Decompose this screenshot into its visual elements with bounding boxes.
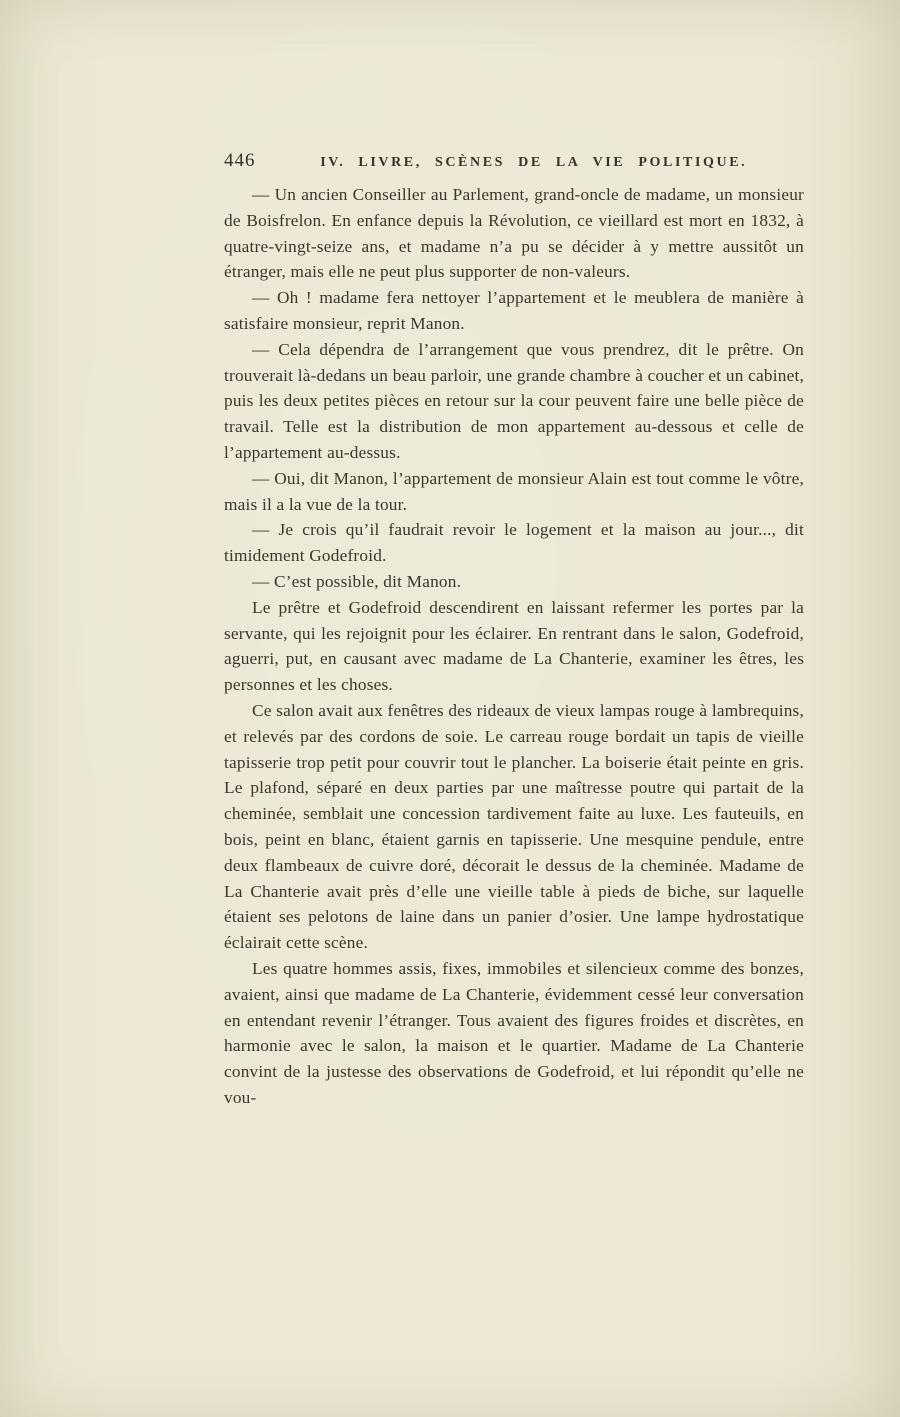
text-block bbox=[224, 150, 804, 1111]
body-text bbox=[224, 182, 804, 1111]
page-number: 446 bbox=[224, 150, 256, 171]
paragraph: — C’est possible, dit Manon. bbox=[252, 571, 462, 591]
paragraph: Ce salon avait aux fenêtres des rideaux de vieux lampas rouge à lambrequins, et relevés par des cordons de soie. Le carreau rouge bordait un tapis de vieille tapisserie trop petit pour couvrir tout le plancher. La boiserie était peinte en gris. Le plafond, séparé en deux parties par une maîtresse poutre qui partait de la cheminée, semblait une concession tardivement faite au luxe. Les fauteuils, en bois, peint en blanc, étaient garnis en tapisserie. Une mesquine pendule, entre deux flambeaux de cuivre doré, décorait le dessus de la cheminée. Madame de La Chanterie avait près d’elle une vieille table à pieds de biche, sur laquelle étaient ses pelotons de laine dans un panier d’osier. Une lampe hydrostatique éclairait cette scène. bbox=[224, 700, 804, 953]
paragraph: — Oui, dit Manon, l’appartement de monsieur Alain est tout comme le vôtre, mais il a la vue de la tour. bbox=[224, 468, 804, 514]
paragraph: Les quatre hommes assis, fixes, immobiles et silencieux comme des bonzes, avaient, ainsi que madame de La Chanterie, évidemment cessé leur conversation en entendant revenir l’étranger. Tous avaient des figures froides et discrètes, en harmonie avec le salon, la maison et le quartier. Madame de La Chanterie convint de la justesse des observations de Godefroid, et lui répondit qu’elle ne vou- bbox=[224, 958, 804, 1107]
running-head bbox=[224, 150, 804, 172]
paragraph: Le prêtre et Godefroid descendirent en laissant refermer les portes par la servante, qui les rejoignit pour les éclairer. En rentrant dans le salon, Godefroid, aguerri, put, en causant avec madame de La Chanterie, examiner les êtres, les personnes et les choses. bbox=[224, 597, 804, 695]
paragraph: — Cela dépendra de l’arrangement que vous prendrez, dit le prêtre. On trouverait là-dedans un beau parloir, une grande chambre à coucher et un cabinet, puis les deux petites pièces en retour sur la cour peuvent faire une belle pièce de travail. Telle est la distribution de mon appartement au-dessous et celle de l’appartement au-dessus. bbox=[224, 339, 804, 462]
paragraph: — Oh ! madame fera nettoyer l’appartement et le meublera de manière à satisfaire monsieur, reprit Manon. bbox=[224, 288, 804, 333]
running-title: IV. LIVRE, SCÈNES DE LA VIE POLITIQUE. bbox=[320, 155, 748, 170]
paragraph: — Un ancien Conseiller au Parlement, grand-oncle de madame, un monsieur de Boisfrelon. En enfance depuis la Révolution, ce vieillard est mort en 1832, à quatre-vingt-seize ans, et madame n’a pu se décider à y mettre aussitôt un étranger, mais elle ne peut plus supporter de non-valeurs. bbox=[224, 185, 804, 282]
paragraph: — Je crois qu’il faudrait revoir le logement et la maison au jour..., dit timidement Godefroid. bbox=[224, 520, 804, 566]
